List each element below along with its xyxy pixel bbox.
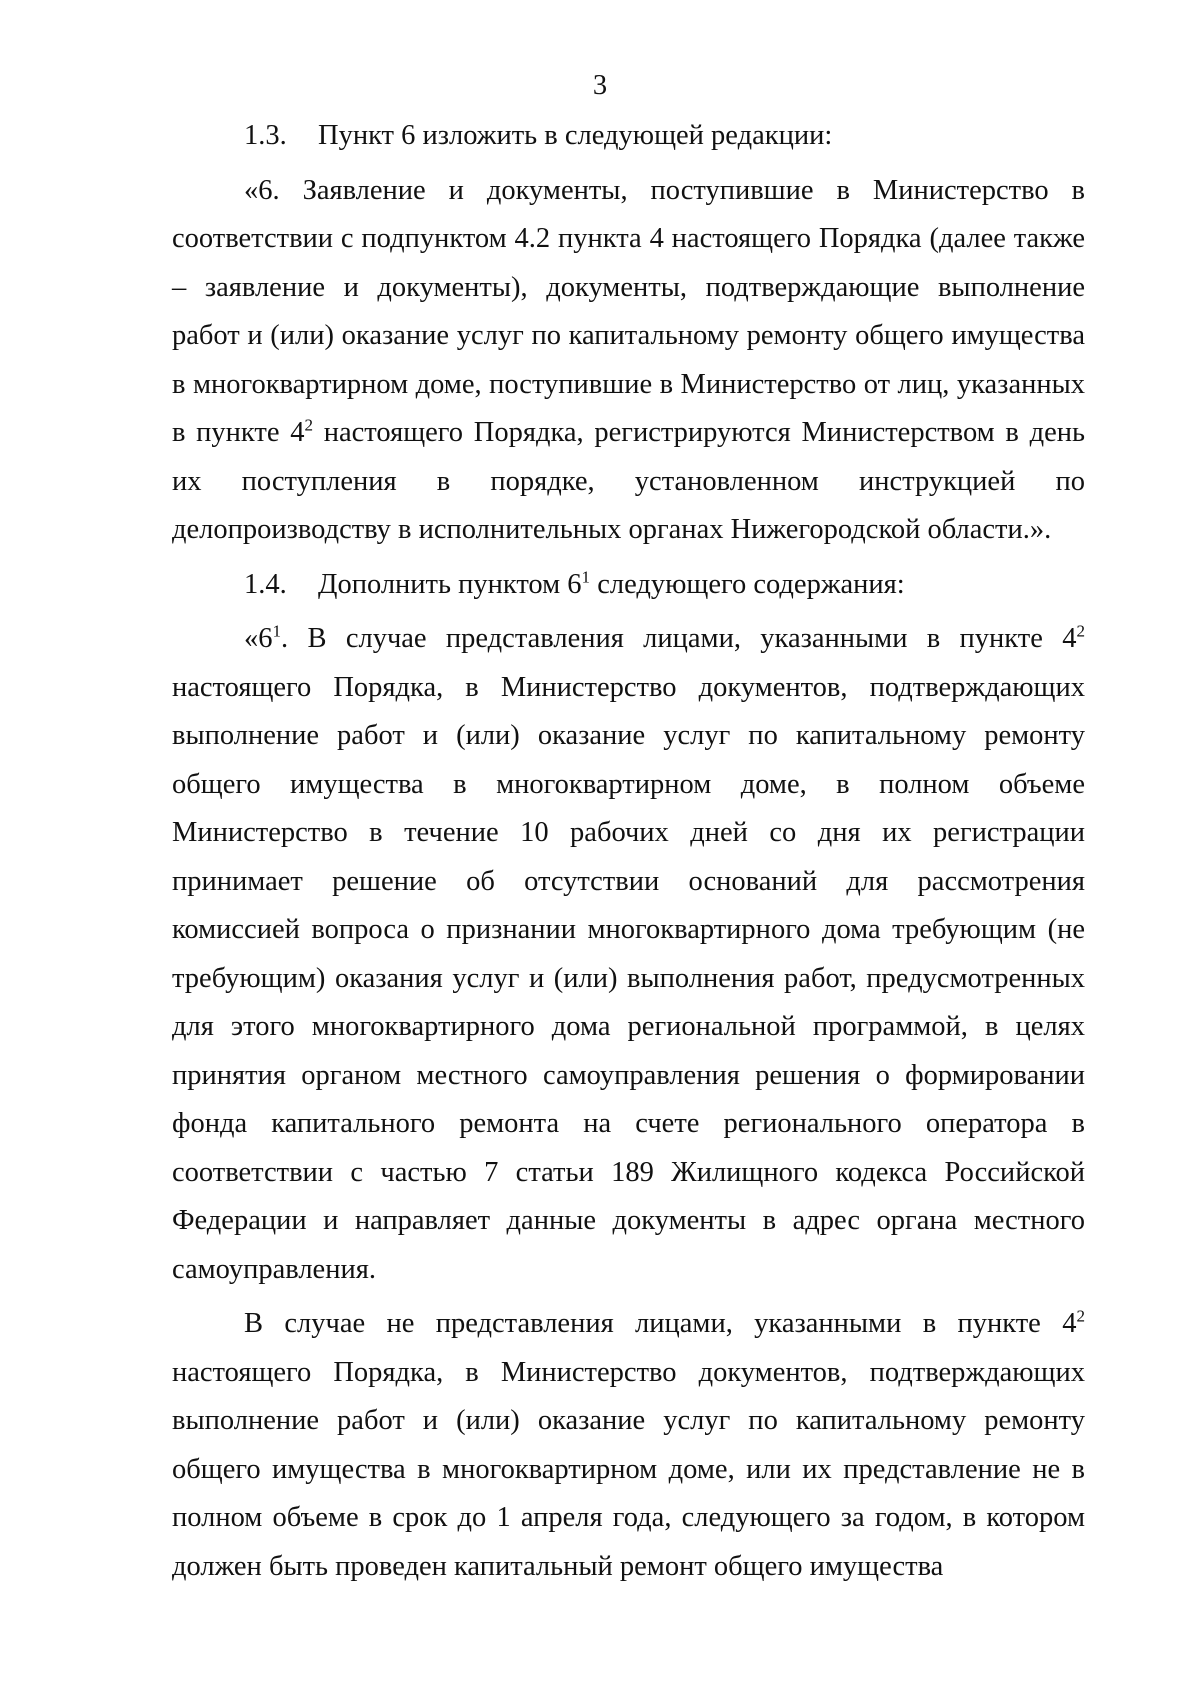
superscript: 2 (1076, 1306, 1085, 1326)
clause-text: Пункт 6 изложить в следующей редакции: (318, 120, 833, 151)
paragraph-item-6 (172, 167, 1085, 555)
superscript: 1 (272, 621, 282, 641)
clause-1-4 (172, 561, 1085, 610)
paragraph-item-6-1 (172, 615, 1085, 1294)
paragraph-text: . В случае представления лицами, указанными в пункте 4 (281, 623, 1077, 654)
paragraph-text: настоящего Порядка, в Министерство документов, подтверждающих выполнение работ и (или) оказание услуг по капитальному ремонту общего имущества в многоквартирном доме, или их представление не в полном объеме в срок до 1 апреля года, следующего за годом, в котором должен быть проведен капитальный ремонт общего имущества (172, 1356, 1085, 1582)
clause-number: 1.3. (244, 120, 287, 151)
paragraph-text: «6 (244, 623, 273, 654)
paragraph-text: настоящего Порядка, регистрируются Министерством в день их поступления в порядке, установленном инструкцией по делопроизводству в исполнительных органах Нижегородской области.». (172, 417, 1085, 545)
superscript: 2 (1076, 621, 1085, 641)
superscript: 1 (581, 566, 591, 586)
clause-text: Дополнить пунктом 6 (318, 568, 582, 600)
clause-1-3 (172, 112, 1085, 161)
clause-number: 1.4. (244, 568, 287, 600)
paragraph-text: В случае не представления лицами, указанными в пункте 4 (244, 1308, 1077, 1339)
document-body (172, 112, 1085, 1591)
paragraph-text: «6. Заявление и документы, поступившие в Министерство в соответствии с подпунктом 4.2 пункта 4 настоящего Порядка (далее также – заявление и документы), документы, подтверждающие выполнение работ и (или) оказание услуг по капитальному ремонту общего имущества в многоквартирном доме, поступившие в Министерство от лиц, указанных в пункте 4 (172, 174, 1085, 448)
page-number: 3 (592, 70, 608, 101)
paragraph-not-provided (172, 1300, 1085, 1591)
paragraph-text: настоящего Порядка, в Министерство документов, подтверждающих выполнение работ и (или) оказание услуг по капитальному ремонту общего имущества в многоквартирном доме, в полном объеме Министерство в течение 10 рабочих дней со дня их регистрации принимает решение об отсутствии оснований для рассмотрения комиссией вопроса о признании многоквартирного дома требующим (не требующим) оказания услуг и (или) выполнения работ, предусмотренных для этого многоквартирного дома региональной программой, в целях принятия органом местного самоуправления решения о формировании фонда капитального ремонта на счете регионального оператора в соответствии с частью 7 статьи 189 Жилищного кодекса Российской Федерации и направляет данные документы в адрес органа местного самоуправления. (172, 671, 1085, 1285)
superscript: 2 (304, 415, 314, 435)
clause-text: следующего содержания: (590, 568, 905, 600)
